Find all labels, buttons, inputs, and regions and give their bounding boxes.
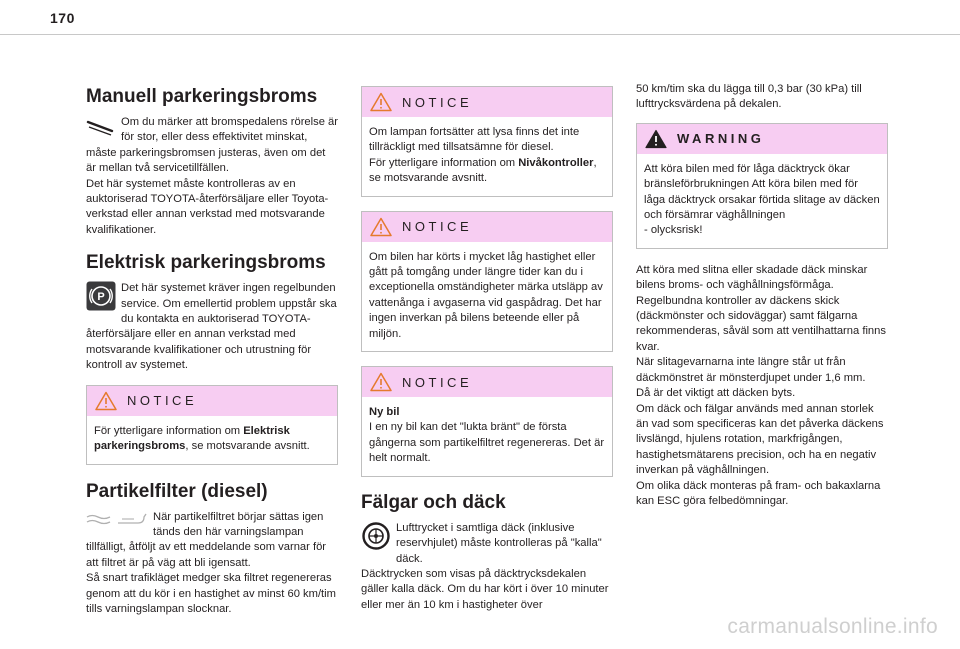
notice-text [94, 424, 330, 455]
wheels-and-tyres-text: Lufttrycket i samtliga däck (inklusive reservhjulet) måste kontrolleras på "kalla" däck. Däcktrycken som visas på däcktrycksdekalen gäller kalla däck. Om du har kört i över 10 minuter eller mer än 10 km i hastigheter över [361, 521, 609, 611]
warning-box-tyre-pressure [636, 123, 888, 249]
tyre-icon [361, 521, 391, 551]
warning-triangle-icon [370, 372, 392, 392]
tyre-pressure-intro: 50 km/tim ska du lägga till 0,3 bar (30 kPa) till lufttrycksvärdena på dekalen. [636, 83, 862, 111]
warning-triangle-icon [370, 217, 392, 237]
watermark: carmanualsonline.info [727, 615, 938, 638]
parking-brake-lever-icon [86, 115, 116, 137]
column-1 [86, 86, 338, 617]
svg-text:P: P [97, 291, 105, 304]
notice-label: NOTICE [402, 374, 473, 390]
notice-text-post: , se motsvarande avsnitt. [185, 440, 310, 453]
tyre-condition-text: Att köra med slitna eller skadade däck minskar bilens broms- och väghållningsförmåga. Regelbundna kontroller av däckens skick (däckmönster och sidoväggar) samt fälgarna rekommenderas, såväl som att ventilhattarna finns kvar. När slitagevarnarna inte längre står ut från däckmönstret är mönsterdjupet under 1,6 mm. Då är det viktigt att däcken byts. Om däck och fälgar används med annan storlek än vad som specificeras kan det påverka däckens livslängd, hjulens rotation, markfrigången, hastighetsmätarens precision, och ha en negativ inverkan på väghållningen. Om olika däck monteras på fram- och bakaxlarna kan ESC göra felbedömningar. [636, 263, 886, 507]
warning-triangle-icon [645, 129, 667, 149]
electric-parking-brake-text: Det här systemet kräver ingen regelbunden service. Om emellertid problem uppstår ska du kontakta en auktoriserad TOYOTA-återförsäljare eller en annan verkstad med motsvarande kvalifikationer och utrustning för kontroll av systemet. [86, 282, 337, 372]
notice-box-additive [361, 86, 613, 197]
notice-label: NOTICE [127, 393, 198, 409]
particle-filter-text: När partikelfiltret börjar sättas igen tänds den här varningslampan tillfälligt, åtföljt av ett meddelande som varnar för att filtret är på väg att bli igensatt. Så snart trafikläget medger ska filtret regenereras genom att du kör i en hastighet av minst 60 km/tim tills varningslampan slocknar. [86, 510, 336, 615]
electric-parking-brake-icon [86, 281, 116, 311]
notice-text-post: , se motsvarande avsnitt. [369, 156, 597, 185]
notice-label: NOTICE [402, 219, 473, 235]
warning-triangle-icon [95, 391, 117, 411]
notice-box-electric-parking-brake [86, 385, 338, 465]
warning-triangle-icon [370, 92, 392, 112]
notice-label: NOTICE [402, 94, 473, 110]
section-title-particle-filter: Partikelfilter (diesel) [86, 480, 268, 502]
warning-header [637, 124, 887, 154]
electric-parking-brake-paragraph [86, 281, 338, 373]
wheels-and-tyres-paragraph [361, 521, 613, 613]
column-3 [636, 82, 888, 509]
notice-header [362, 367, 612, 397]
header-divider [0, 34, 960, 35]
notice-text-bold: Elektrisk parkeringsbroms [94, 424, 290, 453]
notice-header [362, 212, 612, 242]
warning-label: WARNING [677, 131, 765, 147]
notice-header [87, 386, 337, 416]
notice-text-bold: Nivåkontroller [518, 156, 594, 169]
manual-parking-brake-paragraph [86, 115, 338, 238]
section-title-wheels-and-tyres: Fälgar och däck [361, 491, 506, 513]
particle-filter-warning-icons [86, 510, 148, 528]
notice-header [362, 87, 612, 117]
notice-bold-heading: Ny bil [369, 406, 400, 419]
column-2 [361, 86, 613, 613]
notice-text-pre: För ytterligare information om [94, 424, 244, 437]
section-title-electric-parking-brake: Elektrisk parkeringsbroms [86, 252, 326, 274]
notice-subtitle [369, 405, 605, 420]
notice-box-water-vapour [361, 211, 613, 352]
notice-text: I en ny bil kan det "lukta bränt" de första gångerna som partikelfiltret regenereras. Det är helt normalt. [369, 421, 605, 465]
warning-text: Att köra bilen med för låga däcktryck ökar bränsleförbrukningen Att köra bilen med för låga däcktryck orsakar förtida slitage av däcken och försämrar väghållningen - olycksrisk! [644, 162, 880, 237]
notice-text-pre: Om lampan fortsätter att lysa finns det inte tillräckligt med tillsatsämne för diesel. För ytterligare information om [369, 126, 580, 169]
particle-filter-paragraph [86, 510, 338, 618]
notice-text: Om bilen har körts i mycket låg hastighet eller gått på tomgång under längre tider kan du i exceptionella omständigheter märka utsläpp av vattenånga i avgaserna vid gaspådrag. Det har ingen inverkan på bilens beteende eller på miljön. [369, 250, 603, 340]
section-title-manual-parking-brake: Manuell parkeringsbroms [86, 86, 318, 107]
manual-parking-brake-text: Om du märker att bromspedalens rörelse är för stor, eller dess effektivitet minskat, måste parkeringsbromsen justeras, även om det är mellan två servicetillfällen. Det här systemet måste kontrolleras av en auktoriserad TOYOTA-återförsäljare eller Toyota-verkstad eller annan verkstad med motsvarande kvalifikationer. [86, 116, 338, 236]
notice-box-new-car [361, 366, 613, 477]
notice-text [369, 125, 605, 187]
page-number: 170 [50, 10, 75, 26]
